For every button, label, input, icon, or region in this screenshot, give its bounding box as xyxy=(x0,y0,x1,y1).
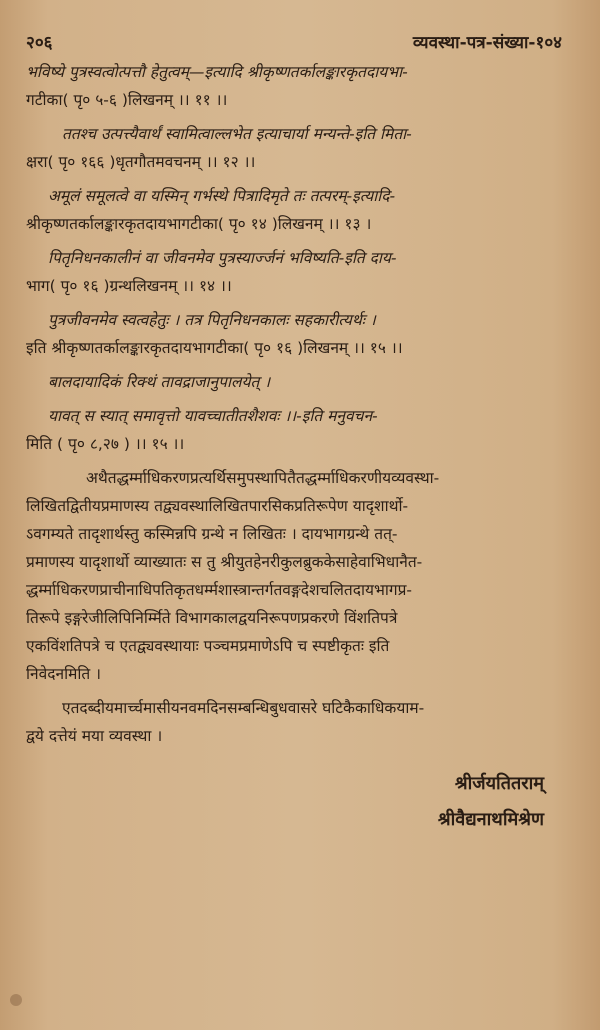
page-number: २०६ xyxy=(26,33,53,53)
text-line: ऽवगम्यते तादृशार्थस्तु कस्मिन्नपि ग्रन्थे न लिखितः । दायभागग्रन्थे तत्- xyxy=(26,525,398,543)
text-line: अथैतद्धर्म्माधिकरणप्रत्यर्थिसमुपस्थापितैतद्धर्म्माधिकरणीयव्यवस्था- xyxy=(86,469,440,487)
text-line: यावत् स स्यात् समावृत्तो यावच्चातीतशैशवः ।।-इति मनुवचन- xyxy=(48,407,378,425)
text-line: निवेदनमिति । xyxy=(26,665,102,683)
text-line: बालदायादिकं रिक्थं तावद्राजानुपालयेत् । xyxy=(48,373,271,391)
text-line: पुत्रजीवनमेव स्वत्वहेतुः । तत्र पितृनिधनकालः सहकारीत्यर्थः । xyxy=(48,311,376,329)
text-line: एतदब्दीयमार्च्चमासीयनवमदिनसम्बन्धिबुधवासरे घटिकैकाधिकयाम- xyxy=(62,699,425,717)
text-line: द्धर्म्माधिकरणप्राचीनाधिपतिकृतधर्म्मशास्त्रान्तर्गतवङ्गदेशचलितदायभागप्र- xyxy=(26,581,412,599)
text-line: पितृनिधनकालीनं वा जीवनमेव पुत्रस्यार्ज्जनं भविष्यति-इति दाय- xyxy=(48,249,397,267)
text-line: गटीका( पृ० ५-६ )लिखनम् ।। ११ ।। xyxy=(26,91,228,109)
text-line: श्रीकृष्णतर्कालङ्कारकृतदायभागटीका( पृ० १४ )लिखनम् ।। १३ । xyxy=(26,215,372,233)
text-line: ततश्च उत्पत्त्यैवार्थं स्वामित्वाल्लभेत इत्याचार्या मन्यन्ते-इति मिता- xyxy=(62,125,412,143)
text-line: अमूलं समूलत्वे वा यस्मिन् गर्भस्थे पित्रादिमृते तः तत्परम्-इत्यादि- xyxy=(48,187,396,205)
text-line: तिरूपे इङ्गरेजीलिपिनिर्म्मिते विभागकालद्वयनिरूपणप्रकरणे विंशतिपत्रे xyxy=(26,609,398,627)
running-title: व्यवस्था-पत्र-संख्या-१०४ xyxy=(412,33,562,53)
text-line: एकविंशतिपत्रे च एतद्व्यवस्थायाः पञ्चमप्रमाणेऽपि च स्पष्टीकृतः इति xyxy=(26,637,390,655)
text-line: द्वये दत्तेयं मया व्यवस्था । xyxy=(26,727,163,745)
text-line: इति श्रीकृष्णतर्कालङ्कारकृतदायभागटीका( पृ० १६ )लिखनम् ।। १५ ।। xyxy=(26,339,403,357)
text-line: लिखितद्वितीयप्रमाणस्य तद्व्यवस्थालिखितपारसिकप्रतिरूपेण यादृशार्थो- xyxy=(26,497,409,515)
ink-spot xyxy=(10,994,22,1006)
text-line: प्रमाणस्य यादृशार्थो व्याख्यातः स तु श्रीयुतहेनरीकुलब्रुककेसाहेवाभिधानैत- xyxy=(26,553,423,571)
text-line: क्षरा( पृ० १६६ )धृतगौतमवचनम् ।। १२ ।। xyxy=(26,153,256,171)
signature-line-2: श्रीवैद्यनाथमिश्रेण xyxy=(437,809,544,830)
text-line: भाग( पृ० १६ )ग्रन्थलिखनम् ।। १४ ।। xyxy=(26,277,232,295)
page-header xyxy=(26,30,562,58)
text-line: मिति ( पृ० ८,२७ ) ।। १५ ।। xyxy=(26,435,185,453)
text-line: भविष्ये पुत्रस्वत्वोत्पत्तौ हेतुत्वम्—इत्यादि श्रीकृष्णतर्कालङ्कारकृतदायभा- xyxy=(26,63,408,81)
signature-line-1: श्रीर्जयतितराम् xyxy=(454,773,544,794)
